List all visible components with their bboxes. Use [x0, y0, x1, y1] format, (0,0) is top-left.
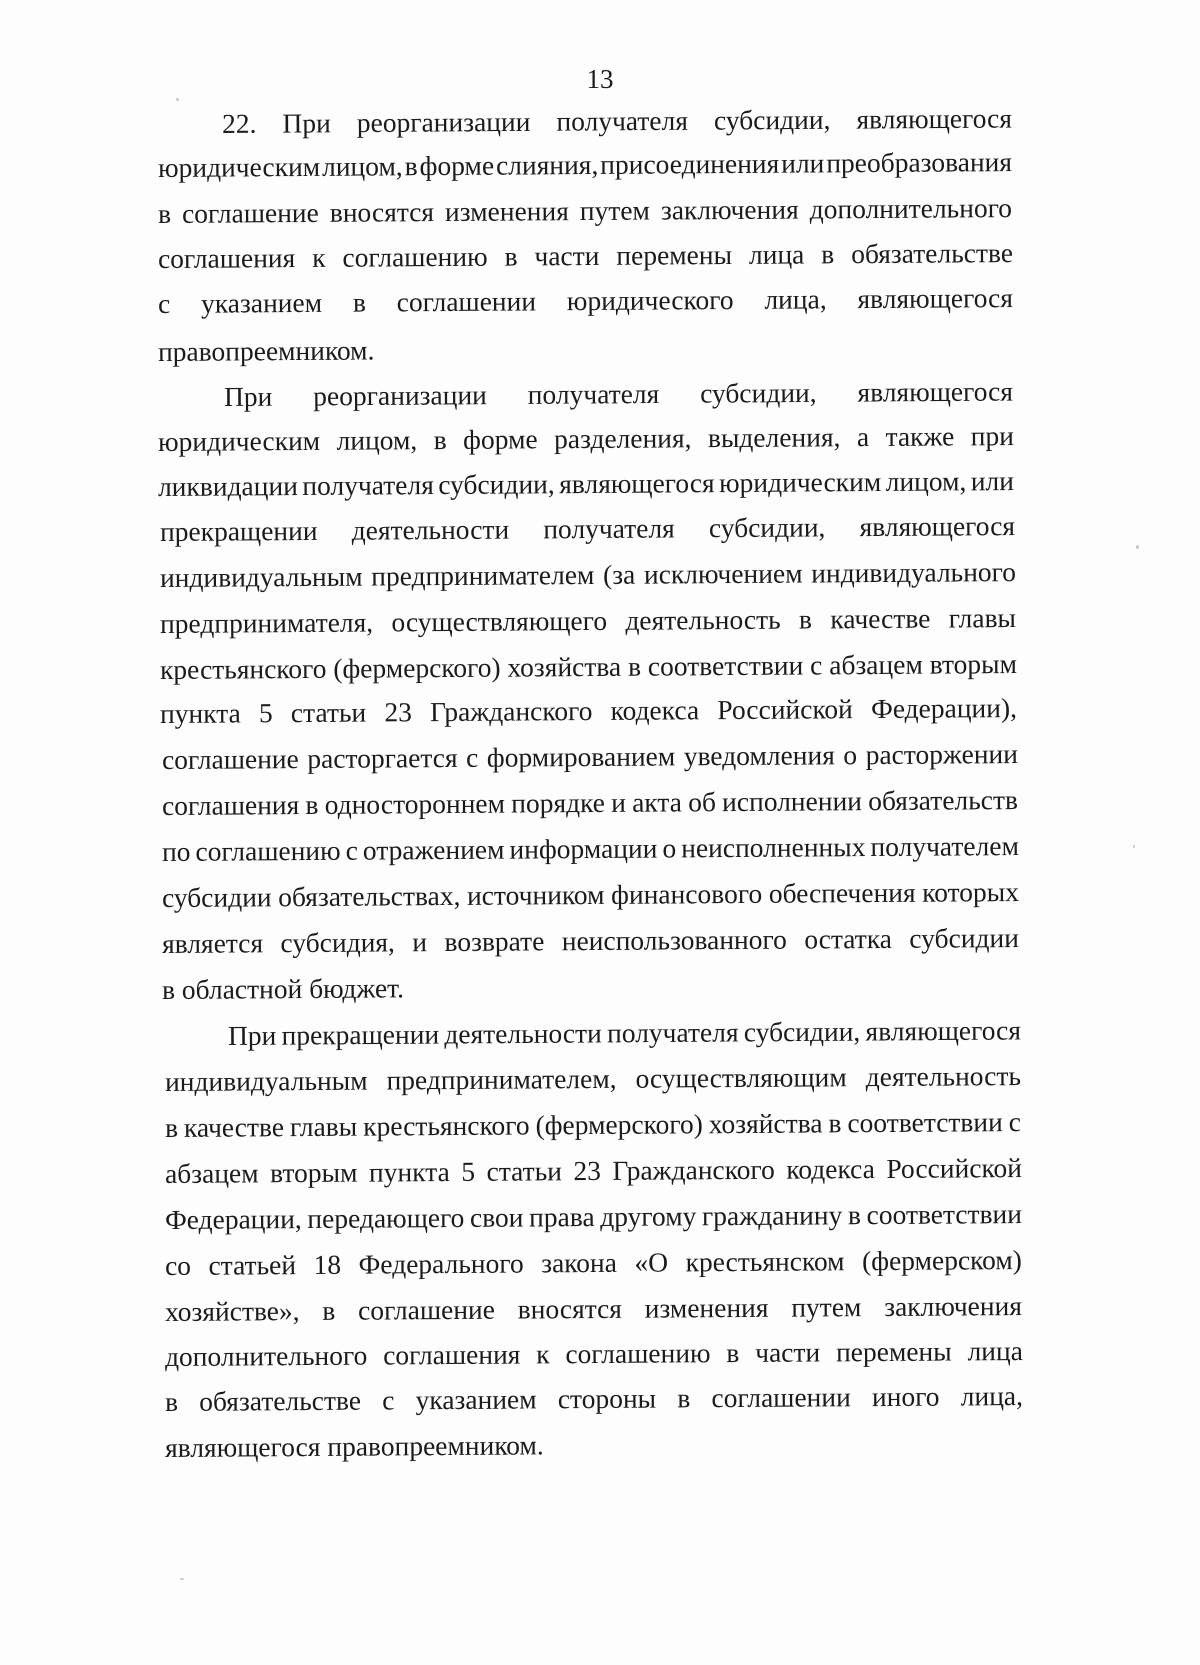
word: форме: [419, 149, 495, 182]
word: 18: [313, 1248, 342, 1280]
word: обязательствах,: [278, 879, 461, 913]
word: лица,: [764, 283, 827, 315]
word: к: [536, 1338, 550, 1370]
word: получателя: [527, 377, 660, 410]
text-line: [160, 604, 1016, 637]
word: отражением: [362, 833, 505, 866]
word: деятельности: [351, 513, 510, 546]
word: в: [677, 1382, 691, 1414]
word: обязательстве: [851, 237, 1014, 270]
word: расторжении: [865, 738, 1019, 771]
text-line: [158, 239, 1013, 272]
word: с: [345, 834, 358, 866]
word: прекращении: [281, 1018, 440, 1051]
word: заключения: [660, 193, 799, 226]
word: 22.: [221, 107, 257, 139]
text-line: [165, 1292, 1022, 1325]
word: лицом,: [885, 465, 967, 497]
word: качестве: [183, 1111, 285, 1143]
word: со: [164, 1249, 192, 1281]
word: абзацем: [164, 1157, 259, 1189]
word: получателем: [870, 830, 1020, 863]
text-line: [158, 148, 1012, 181]
word: с: [157, 287, 171, 319]
word: лица,: [960, 1380, 1024, 1412]
word: в: [305, 788, 319, 820]
word: лицом,: [321, 150, 403, 182]
word: которых: [922, 876, 1020, 908]
word: исключением: [643, 557, 803, 590]
word: предпринимателем,: [386, 1062, 617, 1096]
word: (за: [602, 558, 636, 590]
word: части: [755, 1336, 821, 1368]
word: статьи: [486, 1155, 563, 1187]
word: другому: [600, 1200, 697, 1232]
word: 5: [461, 1155, 476, 1187]
word: осуществляющего: [391, 604, 608, 638]
word: о: [662, 832, 677, 864]
word: соглашение: [358, 1293, 496, 1326]
text-line: в областной бюджет.: [161, 972, 405, 1005]
word: субсидии,: [438, 468, 555, 501]
word: вторым: [929, 648, 1018, 680]
word: лица: [748, 238, 805, 270]
word: части: [534, 239, 600, 272]
word: являющегося: [856, 102, 1013, 135]
word: юридическим: [157, 150, 321, 183]
word: 5: [258, 697, 273, 729]
word: являющегося: [559, 467, 715, 500]
text-line: [162, 878, 1019, 911]
word: главы: [289, 1110, 358, 1143]
word: с: [809, 649, 823, 681]
word: в: [627, 650, 642, 682]
word: с: [1008, 1106, 1022, 1138]
word: в: [157, 197, 172, 229]
word: при: [970, 420, 1015, 452]
word: соглашения: [383, 1338, 521, 1371]
word: ликвидации: [157, 470, 298, 502]
word: выделения,: [707, 421, 841, 454]
word: путем: [579, 194, 651, 227]
word: являющегося: [857, 375, 1014, 408]
word: соглашению: [195, 834, 341, 867]
word: также: [885, 420, 955, 452]
word: свои: [469, 1201, 524, 1233]
word: возврате: [444, 925, 545, 958]
text-line: [160, 558, 1016, 591]
word: соответствии: [647, 649, 804, 682]
word: обязательстве: [199, 1384, 362, 1417]
word: перемены: [835, 1335, 952, 1368]
word: с: [465, 741, 479, 773]
text-line: [165, 1382, 1023, 1415]
word: акта: [632, 786, 683, 818]
word: вносятся: [329, 196, 435, 228]
word: и: [611, 786, 627, 818]
word: в: [433, 423, 447, 456]
text-line: [162, 786, 1018, 819]
word: или: [781, 147, 825, 179]
word: одностороннем: [324, 787, 506, 820]
text-line: [165, 1062, 1021, 1095]
word: получателя: [556, 104, 689, 137]
word: передающего: [307, 1201, 465, 1235]
word: качестве: [830, 602, 931, 635]
scan-speck: [180, 1578, 184, 1580]
word: субсидии,: [700, 376, 817, 409]
word: субсидии: [909, 922, 1020, 954]
word: присоединения: [600, 147, 780, 180]
word: получателя: [543, 512, 675, 545]
text-line: [158, 422, 1014, 455]
word: финансового: [611, 877, 763, 910]
word: хозяйстве»,: [164, 1295, 300, 1327]
word: расторгается: [307, 741, 458, 774]
word: соглашение: [161, 743, 299, 775]
word: указанием: [200, 286, 323, 319]
word: кодекса: [786, 1153, 875, 1185]
word: индивидуальным: [159, 560, 363, 593]
word: юридическим: [718, 465, 882, 499]
word: субсидии,: [743, 1015, 861, 1048]
word: хозяйства: [708, 1107, 823, 1140]
page-number: 13: [586, 64, 614, 94]
text-line: [160, 694, 1017, 727]
word: (фермерского): [333, 651, 501, 684]
word: При: [227, 1019, 277, 1051]
word: изменения: [644, 1291, 769, 1324]
word: статьей: [208, 1249, 297, 1281]
word: субсидии: [161, 881, 272, 913]
word: пункта: [368, 1156, 450, 1188]
word: При: [223, 380, 273, 412]
word: являющегося: [859, 510, 1016, 543]
word: в: [847, 1199, 862, 1231]
word: в: [504, 240, 518, 272]
word: крестьянского: [363, 1109, 530, 1142]
word: Гражданского: [612, 1153, 775, 1186]
text-line: [165, 1246, 1022, 1279]
word: в: [322, 1294, 336, 1326]
word: по: [161, 835, 191, 867]
word: уведомления: [683, 739, 835, 772]
word: деятельность: [865, 1060, 1022, 1093]
text-line: [165, 1154, 1022, 1187]
word: лица: [967, 1335, 1023, 1367]
word: перемены: [616, 238, 733, 271]
word: порядке: [511, 786, 606, 819]
word: изменения: [444, 195, 569, 227]
word: путем: [791, 1291, 862, 1323]
word: обеспечения: [768, 876, 916, 909]
text-line: [162, 924, 1019, 957]
word: кодекса: [610, 694, 700, 726]
word: Федерации),: [870, 692, 1018, 725]
word: соответствии: [847, 1106, 1003, 1139]
word: субсидия,: [280, 926, 395, 959]
word: о: [843, 739, 858, 771]
text-line: [222, 104, 1012, 137]
scan-speck: [176, 98, 179, 101]
word: дополнительного: [809, 192, 1013, 225]
word: 23: [573, 1154, 602, 1187]
word: а: [856, 421, 870, 453]
text-line: [224, 377, 1013, 410]
word: с: [382, 1384, 395, 1416]
word: в: [164, 1111, 179, 1143]
text-line: [228, 1016, 1021, 1049]
word: исполнении: [722, 785, 863, 818]
scan-speck: [1133, 845, 1135, 848]
word: в: [821, 238, 835, 270]
word: деятельности: [444, 1017, 602, 1050]
text-line: являющегося правопреемником.: [164, 1429, 544, 1463]
word: или: [970, 465, 1015, 497]
word: хозяйства: [507, 650, 622, 683]
word: преобразования: [826, 146, 1013, 179]
word: в: [404, 150, 418, 182]
word: указанием: [415, 1383, 537, 1416]
text-line: [158, 467, 1014, 500]
word: пункта: [159, 697, 241, 729]
word: заключения: [884, 1290, 1023, 1322]
word: юридического: [566, 283, 734, 317]
word: формированием: [486, 740, 676, 773]
word: 23: [384, 696, 413, 728]
word: соглашению: [565, 1337, 711, 1370]
word: реорганизации: [356, 105, 531, 139]
word: стороны: [557, 1382, 657, 1415]
word: предпринимателя,: [159, 606, 374, 639]
word: в: [798, 603, 813, 635]
word: соглашению: [342, 240, 488, 273]
word: (фермерского): [535, 1108, 703, 1141]
word: субсидии,: [713, 103, 831, 136]
word: Российской: [886, 1152, 1023, 1184]
word: Федерального: [358, 1247, 524, 1280]
word: получателя: [606, 1016, 739, 1049]
word: индивидуальным: [164, 1064, 368, 1097]
word: закона: [541, 1246, 618, 1279]
word: остатка: [804, 922, 893, 955]
word: обязательств: [868, 784, 1019, 817]
word: крестьянского: [159, 652, 327, 685]
text-line: [160, 650, 1017, 683]
word: соответствии: [866, 1198, 1023, 1231]
word: главы: [948, 602, 1017, 634]
word: права: [528, 1201, 595, 1233]
word: Российской: [717, 693, 853, 726]
scan-speck: [1136, 545, 1139, 549]
text-line: правопреемником.: [157, 334, 375, 367]
word: При: [282, 107, 331, 139]
word: соглашения: [157, 242, 296, 274]
word: в: [164, 1385, 179, 1417]
word: разделения,: [553, 422, 692, 455]
text-line: [162, 832, 1019, 865]
word: являющегося: [857, 282, 1014, 315]
word: юридическим: [157, 424, 321, 457]
word: прекращении: [159, 514, 318, 547]
word: соглашения: [161, 789, 300, 821]
word: форме: [463, 423, 538, 455]
word: Федерации,: [164, 1203, 302, 1235]
word: вторым: [270, 1156, 358, 1189]
word: деятельность: [625, 603, 781, 636]
word: абзацем: [829, 648, 923, 681]
word: дополнительного: [164, 1339, 368, 1372]
word: «О: [634, 1246, 669, 1278]
text-line: [165, 1200, 1022, 1233]
word: индивидуального: [811, 556, 1017, 589]
word: иного: [871, 1380, 940, 1413]
word: получателя: [302, 469, 434, 501]
word: и: [412, 926, 428, 958]
word: являющегося: [865, 1014, 1022, 1047]
word: неиспользованного: [561, 923, 787, 957]
word: вносятся: [517, 1292, 623, 1325]
text-line: [158, 284, 1013, 317]
word: в: [352, 286, 366, 318]
word: (фермерском): [861, 1244, 1022, 1277]
text-line: [158, 194, 1012, 227]
word: соглашении: [396, 285, 537, 318]
word: лицом,: [336, 424, 418, 456]
word: соглашение: [181, 196, 319, 229]
text-line: [165, 1108, 1021, 1141]
word: об: [688, 786, 716, 818]
word: гражданину: [701, 1199, 843, 1232]
text-line: [160, 512, 1015, 545]
word: реорганизации: [313, 379, 487, 412]
word: статьи: [290, 696, 367, 729]
word: предпринимателем: [371, 558, 595, 592]
word: слияния,: [495, 148, 599, 181]
word: в: [726, 1336, 740, 1369]
word: в: [828, 1107, 842, 1139]
word: Гражданского: [429, 694, 593, 728]
word: информации: [509, 832, 658, 865]
word: соглашении: [711, 1381, 851, 1414]
word: источником: [466, 878, 605, 911]
text-line: [162, 740, 1018, 773]
word: субсидии,: [708, 511, 826, 544]
word: крестьянском: [685, 1245, 845, 1278]
word: неисполненных: [681, 831, 866, 864]
text-line: [165, 1337, 1023, 1370]
word: осуществляющим: [635, 1061, 847, 1094]
word: к: [312, 241, 326, 273]
word: является: [161, 927, 264, 959]
